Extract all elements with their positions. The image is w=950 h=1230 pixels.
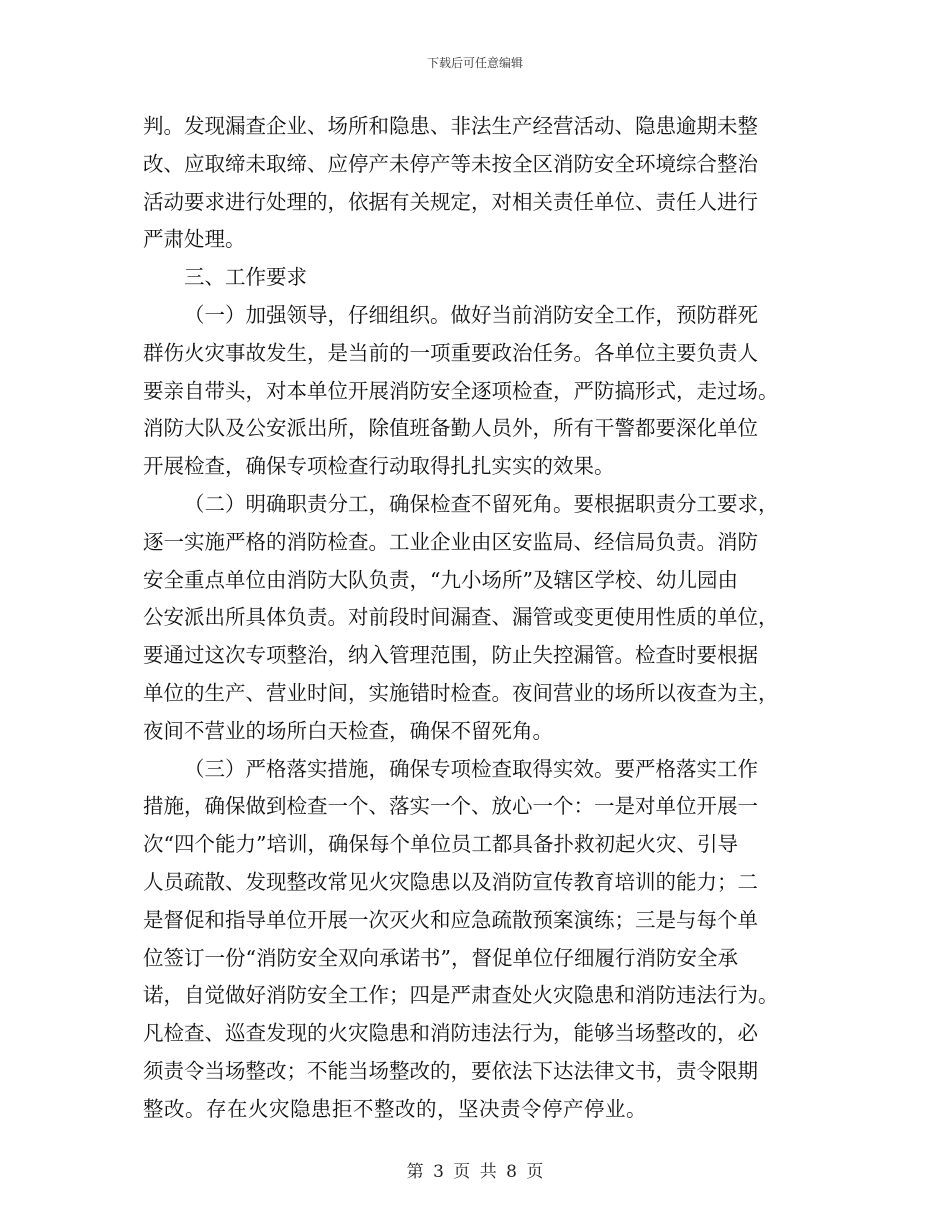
- page-number: 第 3 页 共 8 页: [406, 1162, 544, 1182]
- paragraph-line: 消防大队及公安派出所，除值班备勤人员外，所有干警都要深化单位: [143, 416, 758, 441]
- paragraph-line: 夜间不营业的场所白天检查，确保不留死角。: [143, 718, 553, 743]
- paragraph-line: 活动要求进行处理的，依据有关规定，对相关责任单位、责任人进行: [143, 189, 758, 214]
- paragraph-line: 诺，自觉做好消防安全工作；四是严肃查处火灾隐患和消防违法行为。: [143, 983, 779, 1008]
- paragraph-line: 位签订一份“消防安全双向承诺书”，督促单位仔细履行消防安全承: [143, 945, 738, 970]
- paragraph-line: 次“四个能力”培训，确保每个单位员工都具备扑救初起火灾、引导: [143, 832, 738, 857]
- paragraph-line: （二）明确职责分工，确保检查不留死角。要根据职责分工要求，: [184, 491, 779, 516]
- paragraph-line: 公安派出所具体负责。对前段时间漏查、漏管或变更使用性质的单位，: [143, 605, 779, 630]
- paragraph-line: 人员疏散、发现整改常见火灾隐患以及消防宣传教育培训的能力；二: [143, 869, 758, 894]
- section-heading: 三、工作要求: [184, 265, 307, 290]
- paragraph-line: 要通过这次专项整治，纳入管理范围，防止失控漏管。检查时要根据: [143, 643, 758, 668]
- paragraph-line: 判。发现漏查企业、场所和隐患、非法生产经营活动、隐患逾期未整: [143, 114, 758, 138]
- page-header-note: 下载后可任意编辑: [426, 56, 523, 70]
- paragraph-line: 改、应取缔未取缔、应停产未停产等未按全区消防安全环境综合整治: [143, 151, 758, 176]
- paragraph-line: 整改。存在火灾隐患拒不整改的，坚决责令停产停业。: [143, 1096, 647, 1121]
- paragraph-line: 须责令当场整改；不能当场整改的，要依法下达法律文书，责令限期: [143, 1058, 758, 1083]
- paragraph-line: 开展检查，确保专项检查行动取得扎扎实实的效果。: [143, 454, 615, 479]
- paragraph-line: （三）严格落实措施，确保专项检查取得实效。要严格落实工作: [184, 756, 758, 781]
- paragraph-line: 凡检查、巡查发现的火灾隐患和消防违法行为，能够当场整改的，必: [143, 1021, 758, 1046]
- paragraph-line: 群伤火灾事故发生，是当前的一项重要政治任务。各单位主要负责人: [143, 340, 758, 365]
- paragraph-line: 措施，确保做到检查一个、落实一个、放心一个：一是对单位开展一: [143, 794, 758, 819]
- paragraph-line: 逐一实施严格的消防检查。工业企业由区安监局、经信局负责。消防: [143, 529, 758, 554]
- paragraph-line: 严肃处理。: [143, 227, 246, 252]
- paragraph-line: 安全重点单位由消防大队负责，“九小场所”及辖区学校、幼儿园由: [143, 567, 738, 592]
- paragraph-line: （一）加强领导，仔细组织。做好当前消防安全工作，预防群死: [184, 302, 758, 327]
- paragraph-line: 是督促和指导单位开展一次灭火和应急疏散预案演练；三是与每个单: [143, 907, 758, 932]
- document-body: [143, 108, 808, 1129]
- paragraph-line: 要亲自带头，对本单位开展消防安全逐项检查，严防搞形式，走过场。: [143, 378, 779, 403]
- paragraph-line: 单位的生产、营业时间，实施错时检查。夜间营业的场所以夜查为主，: [143, 680, 779, 705]
